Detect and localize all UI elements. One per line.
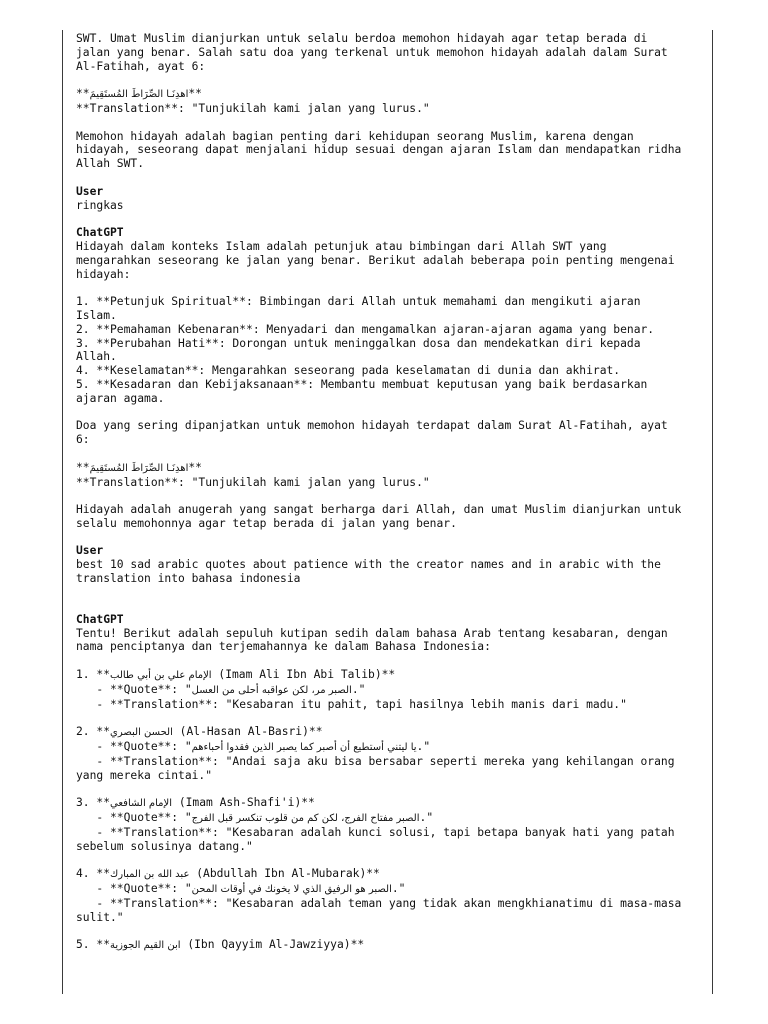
translation-line: **Translation**: "Tunjukilah kami jalan yang lurus." [76,475,430,489]
text-line: selalu memohonnya agar tetap berada di jalan yang benar. [76,516,457,530]
document-body [76,32,704,953]
text-line: hidayah: [76,267,131,281]
user-message: ringkas [76,198,124,212]
quote-heading: 3. **الإمام الشافعي (Imam Ash-Shafi'i)** [76,796,315,810]
arabic-author: الإمام علي بن أبي طالب [110,670,212,682]
translation-line: - **Translation**: "Kesabaran adalah teman yang tidak akan mengkhianatimu di masa-masa [76,896,682,910]
quote-heading: 5. **ابن القيم الجوزية (Ibn Qayyim Al-Jawziyya)** [76,938,365,952]
text-line: Memohon hidayah adalah bagian penting dari kehidupan seorang Muslim, karena dengan [76,129,634,143]
speaker-label-user: User [76,184,104,198]
speaker-label-user: User [76,544,104,558]
arabic-verse: اهدِنَـا الصِّرَاطَ المُستَقِيمَ [89,89,189,101]
quote-line: - **Quote**: "يا ليتني أستطيع أن أصبر كما يصبر الذين فقدوا أحباءهم." [76,740,431,754]
text-line: SWT. Umat Muslim dianjurkan untuk selalu berdoa memohon hidayah agar tetap berada di [76,32,648,45]
arabic-author: ابن القيم الجوزية [110,940,181,952]
arabic-verse: اهدِنَـا الصِّرَاطَ المُستَقِيمَ [89,462,189,474]
translation-line: - **Translation**: "Kesabaran itu pahit, tapi hasilnya lebih manis dari madu." [76,697,627,711]
translation-line: **Translation**: "Tunjukilah kami jalan yang lurus." [76,101,430,115]
list-item: Allah. [76,350,117,364]
arabic-quote: الصبر مر، لكن عواقبه أحلى من العسل [191,684,352,696]
text-line: nama penciptanya dan terjemahannya ke dalam Bahasa Indonesia: [76,640,491,654]
text-line: Hidayah adalah anugerah yang sangat berharga dari Allah, dan umat Muslim dianjurkan untuk [76,503,682,517]
quote-line: - **Quote**: "الصبر مفتاح الفرج، لكن كم من قلوب تنكسر قبل الفرج." [76,811,434,825]
speaker-label-chatgpt: ChatGPT [76,612,124,626]
arabic-quote: الصبر مفتاح الفرج، لكن كم من قلوب تنكسر قبل الفرج [191,813,420,825]
user-message: translation into bahasa indonesia [76,572,301,586]
translation-line: yang mereka cintai." [76,768,213,782]
verse-line: **اهدِنَـا الصِّرَاطَ المُستَقِيمَ** [76,87,202,101]
speaker-label-chatgpt: ChatGPT [76,226,124,240]
text-line: Doa yang sering dipanjatkan untuk memohon hidayah terdapat dalam Surat Al-Fatihah, ayat [76,419,668,433]
text-line: Hidayah dalam konteks Islam adalah petunjuk atau bimbingan dari Allah SWT yang [76,239,607,253]
text-line: mengarahkan seseorang ke jalan yang benar. Berikut adalah beberapa poin penting mengenai [76,253,675,267]
text-line: Al-Fatihah, ayat 6: [76,59,206,73]
translation-line: - **Translation**: "Andai saja aku bisa bersabar seperti mereka yang kehilangan orang [76,754,675,768]
text-line: Allah SWT. [76,157,145,171]
text-line: hidayah, seseorang dapat menjalani hidup sesuai dengan ajaran Islam dan mendapatkan ridha [76,143,682,157]
user-message: best 10 sad arabic quotes about patience with the creator names and in arabic with the [76,558,661,572]
list-item: 4. **Keselamatan**: Mengarahkan seseorang pada keselamatan di dunia dan akhirat. [76,364,621,378]
left-margin-rule [62,30,63,994]
list-item: ajaran agama. [76,391,165,405]
text-line: Tentu! Berikut adalah sepuluh kutipan sedih dalam bahasa Arab tentang kesabaran, dengan [76,626,668,640]
arabic-author: عبد الله بن المبارك [110,869,190,881]
arabic-quote: الصبر هو الرفيق الذي لا يخونك في أوقات المحن [191,884,392,896]
arabic-author: الإمام الشافعي [110,798,173,810]
quote-heading: 2. **الحسن البصري (Al-Hasan Al-Basri)** [76,725,323,739]
list-item: 3. **Perubahan Hati**: Dorongan untuk meninggalkan dosa dan mendekatkan diri kepada [76,336,641,350]
translation-line: sebelum solusinya datang." [76,839,253,853]
quote-heading: 4. **عبد الله بن المبارك (Abdullah Ibn Al-Mubarak)** [76,867,380,881]
list-item: 5. **Kesadaran dan Kebijaksanaan**: Membantu membuat keputusan yang baik berdasarkan [76,377,648,391]
text-line: jalan yang benar. Salah satu doa yang terkenal untuk memohon hidayah adalah dalam Surat [76,45,668,59]
quote-line: - **Quote**: "الصبر هو الرفيق الذي لا يخونك في أوقات المحن." [76,882,406,896]
arabic-quote: يا ليتني أستطيع أن أصبر كما يصبر الذين فقدوا أحباءهم [191,742,417,754]
translation-line: sulit." [76,910,124,924]
quote-heading: 1. **الإمام علي بن أبي طالب (Imam Ali Ibn Abi Talib)** [76,668,396,682]
verse-line: **اهدِنَـا الصِّرَاطَ المُستَقِيمَ** [76,460,202,474]
text-line: 6: [76,433,90,447]
list-item: 1. **Petunjuk Spiritual**: Bimbingan dari Allah untuk memahami dan mengikuti ajaran [76,295,641,309]
arabic-author: الحسن البصري [110,727,173,739]
list-item: Islam. [76,308,117,322]
right-margin-rule [712,30,713,994]
quote-line: - **Quote**: "الصبر مر، لكن عواقبه أحلى من العسل." [76,682,366,696]
translation-line: - **Translation**: "Kesabaran adalah kunci solusi, tapi betapa banyak hati yang patah [76,825,675,839]
list-item: 2. **Pemahaman Kebenaran**: Menyadari dan mengamalkan ajaran-ajaran agama yang benar. [76,322,655,336]
